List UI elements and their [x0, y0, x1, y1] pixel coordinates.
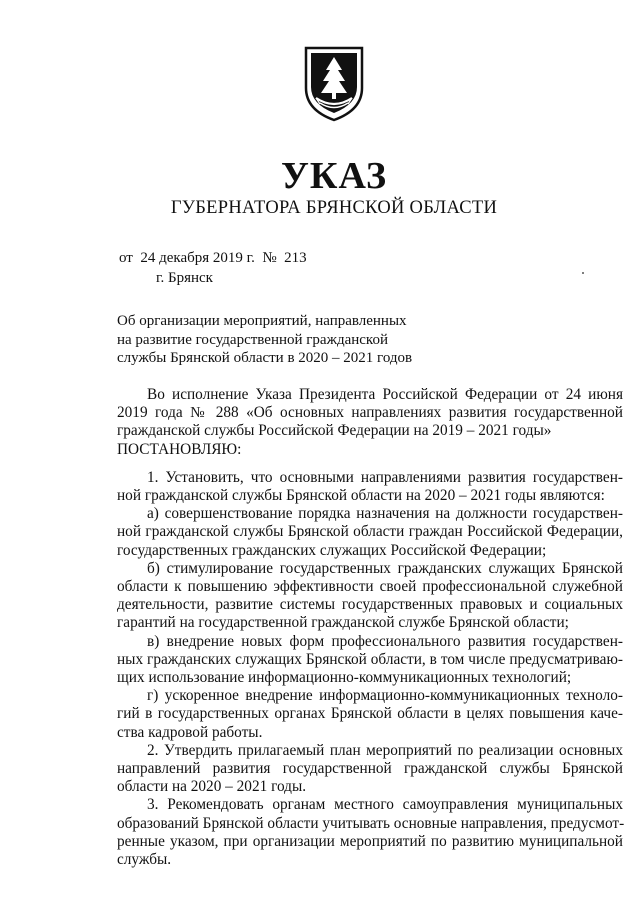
- city-line: г. Брянск: [156, 270, 213, 286]
- item1-line: ной гражданской службы Брянской области граждан Российской Федерации,: [117, 523, 623, 541]
- preamble-line: ПОСТАНОВЛЯЮ:: [117, 440, 242, 458]
- item1-line: 1. Установить, что основными направлениями развития государствен-: [147, 468, 623, 486]
- item1-line: а) совершенствование порядка назначения на должности государствен-: [147, 505, 623, 523]
- item3-line: службы.: [117, 851, 172, 869]
- date-number-line: от 24 декабря 2019 г. № 213: [119, 250, 307, 266]
- item1-line: б) стимулирование государственных гражданских служащих Брянской: [147, 559, 623, 577]
- item3-line: образований Брянской области учитывать основные направления, предусмот-: [117, 814, 625, 832]
- document-body: [117, 386, 623, 869]
- item1-line: области к повышению эффективности своей профессиональной служебной: [117, 578, 623, 596]
- item1-line: деятельности, развитие системы государственных правовых и социальных: [117, 596, 623, 614]
- item1-line: г) ускоренное внедрение информационно-коммуникационных техноло-: [147, 687, 623, 705]
- item1-line: гарантий на государственной гражданской службе Брянской области;: [117, 614, 569, 632]
- item1-line: в) внедрение новых форм профессионального развития государствен-: [147, 632, 623, 650]
- item3-line: ренные указом, при организации мероприятий по развитию муниципальной: [117, 832, 623, 850]
- item2-line: области на 2020 – 2021 годы.: [117, 778, 307, 796]
- preamble-line: 2019 года № 288 «Об основных направлениях развития государственной: [117, 404, 623, 422]
- item1-line: ной гражданской службы Брянской области на 2020 – 2021 годы являются:: [117, 487, 605, 505]
- item1-line: государственных гражданских служащих Российской Федерации;: [117, 541, 547, 559]
- subject-line: Об организации мероприятий, направленных: [117, 313, 407, 329]
- item3-line: 3. Рекомендовать органам местного самоуправления муниципальных: [147, 796, 623, 814]
- subject-line: службы Брянской области в 2020 – 2021 годов: [117, 350, 413, 366]
- item1-line: гий в государственных органах Брянской области в целях повышения каче-: [117, 705, 623, 723]
- preamble-line: гражданской службы Российской Федерации на 2019 – 2021 годы»: [117, 422, 552, 440]
- subject-line: на развитие государственной гражданской: [117, 331, 388, 348]
- coat-of-arms-emblem: [302, 44, 366, 122]
- preamble-line: Во исполнение Указа Президента Российской Федерации от 24 июня: [147, 386, 623, 403]
- item1-line: щих использование информационно-коммуникационных технологий;: [117, 669, 572, 687]
- subject-block: [117, 312, 413, 368]
- item1-line: ных гражданских служащих Брянской области, в том числе предусматриваю-: [117, 650, 623, 668]
- item2-line: 2. Утвердить прилагаемый план мероприятий по реализации основных: [147, 741, 623, 759]
- document-subtitle: ГУБЕРНАТОРА БРЯНСКОЙ ОБЛАСТИ: [170, 198, 498, 218]
- item1-line: ства кадровой работы.: [117, 723, 263, 741]
- margin-dot: [582, 272, 584, 274]
- document-title: УКАЗ: [281, 155, 387, 197]
- item2-line: направлений развития государственной гражданской службы Брянской: [117, 760, 623, 778]
